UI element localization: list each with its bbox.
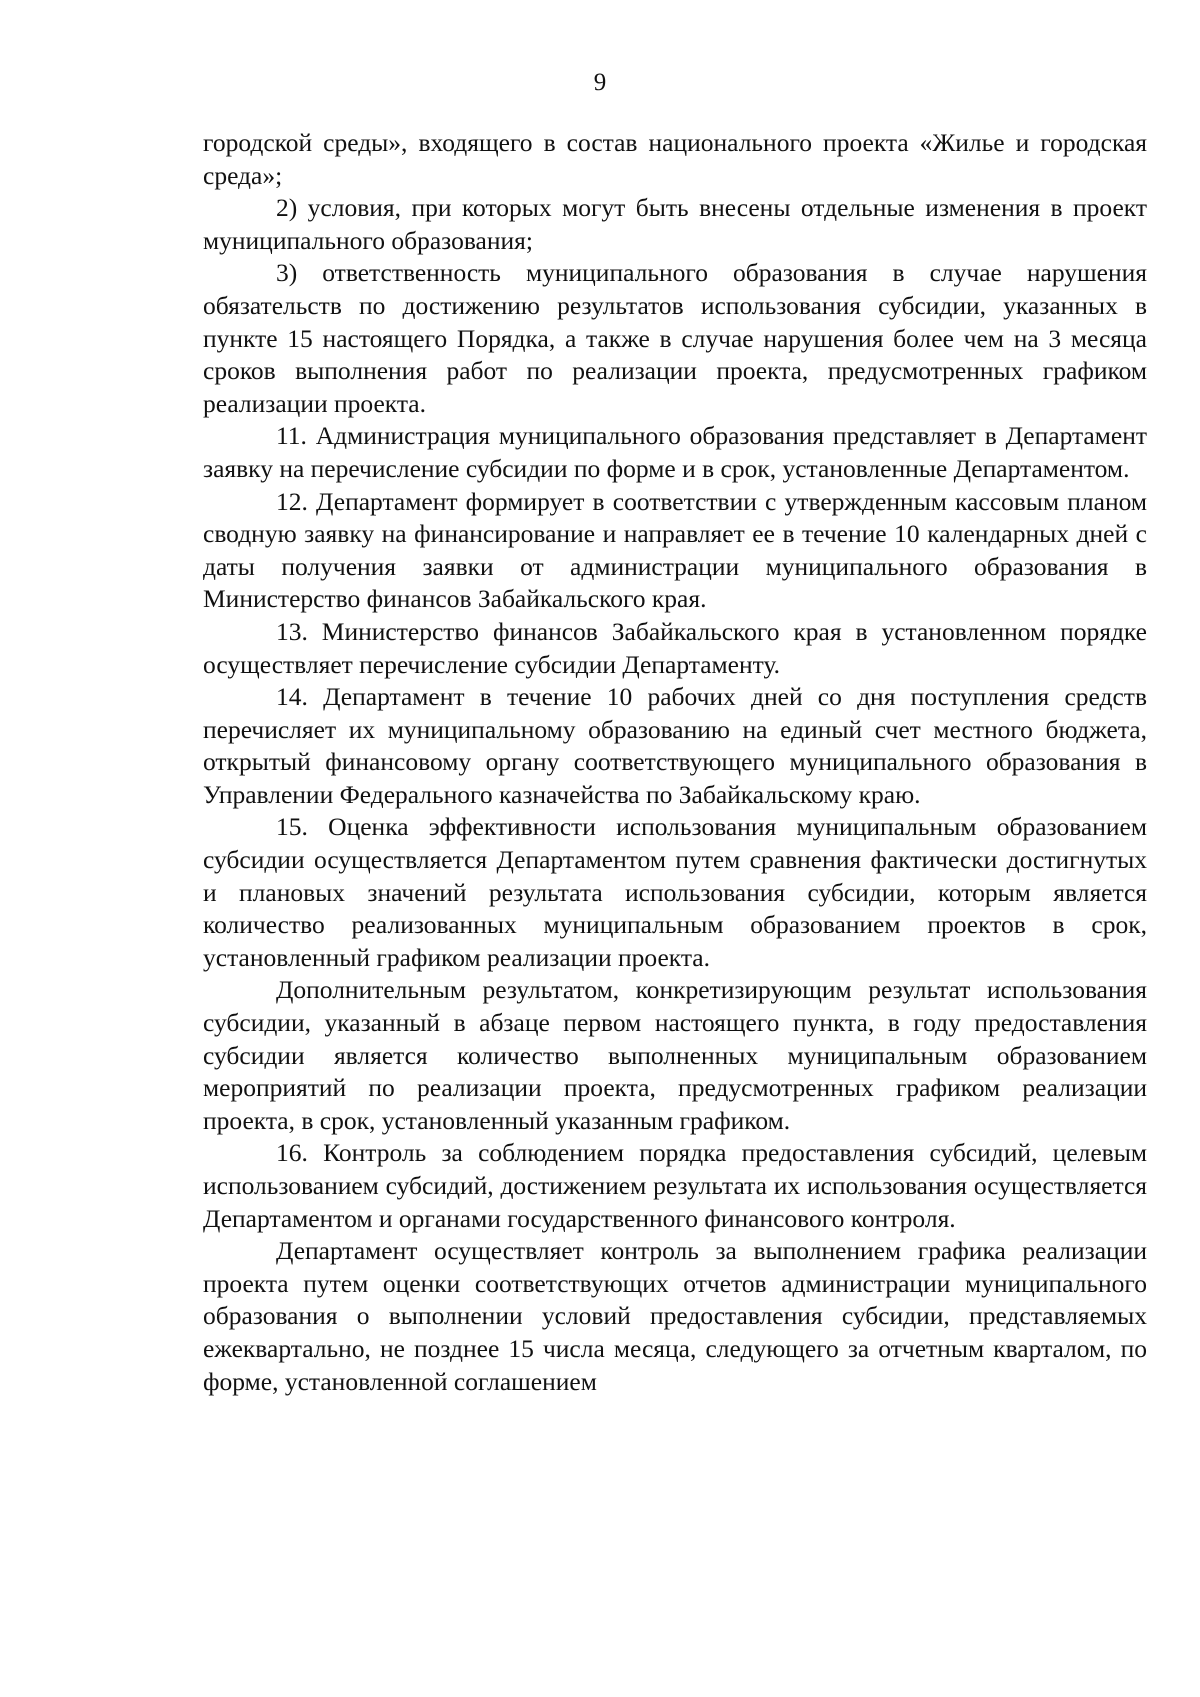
- paragraph: 12. Департамент формирует в соответствии с утвержденным кассовым планом сводную заявку на финансирование и направляет ее в течение 10 календарных дней с даты получения заявки от администрации муниципального образования в Министерство финансов Забайкальского края.: [203, 486, 1147, 614]
- paragraph: Департамент осуществляет контроль за выполнением графика реализации проекта путем оценки соответствующих отчетов администрации муниципального образования о выполнении условий предоставления субсидии, представляемых ежеквартально, не позднее 15 числа месяца, следующего за отчетным кварталом, по форме, установленной соглашением: [203, 1236, 1147, 1396]
- paragraph: 13. Министерство финансов Забайкальского края в установленном порядке осуществляет перечисление субсидии Департаменту.: [203, 616, 1147, 679]
- paragraph: 16. Контроль за соблюдением порядка предоставления субсидий, целевым использованием субсидий, достижением результата их использования осуществляется Департаментом и органами государственного финансового контроля.: [203, 1138, 1147, 1233]
- document-body: [203, 127, 1147, 1398]
- paragraph: 14. Департамент в течение 10 рабочих дней со дня поступления средств перечисляет их муниципальному образованию на единый счет местного бюджета, открытый финансовому органу соответствующего муниципального образования в Управлении Федерального казначейства по Забайкальскому краю.: [203, 682, 1147, 809]
- paragraph: Дополнительным результатом, конкретизирующим результат использования субсидии, указанный в абзаце первом настоящего пункта, в году предоставления субсидии является количество выполненных муниципальным образованием мероприятий по реализации проекта, предусмотренных графиком реализации проекта, в срок, установленный указанным графиком.: [203, 975, 1147, 1135]
- paragraph: 11. Администрация муниципального образования представляет в Департамент заявку на перечисление субсидии по форме и в срок, установленные Департаментом.: [203, 421, 1147, 483]
- paragraph: городской среды», входящего в состав национального проекта «Жилье и городская среда»;: [203, 128, 1147, 190]
- paragraph: 15. Оценка эффективности использования муниципальным образованием субсидии осуществляется Департаментом путем сравнения фактически достигнутых и плановых значений результата использования субсидии, которым является количество реализованных муниципальным образованием проектов в срок, установленный графиком реализации проекта.: [203, 812, 1147, 972]
- paragraph: 3) ответственность муниципального образования в случае нарушения обязательств по достижению результатов использования субсидии, указанных в пункте 15 настоящего Порядка, а также в случае нарушения более чем на 3 месяца сроков выполнения работ по реализации проекта, предусмотренных графиком реализации проекта.: [203, 258, 1147, 418]
- paragraph: 2) условия, при которых могут быть внесены отдельные изменения в проект муниципального образования;: [203, 193, 1147, 255]
- page-number: 9: [593, 69, 607, 96]
